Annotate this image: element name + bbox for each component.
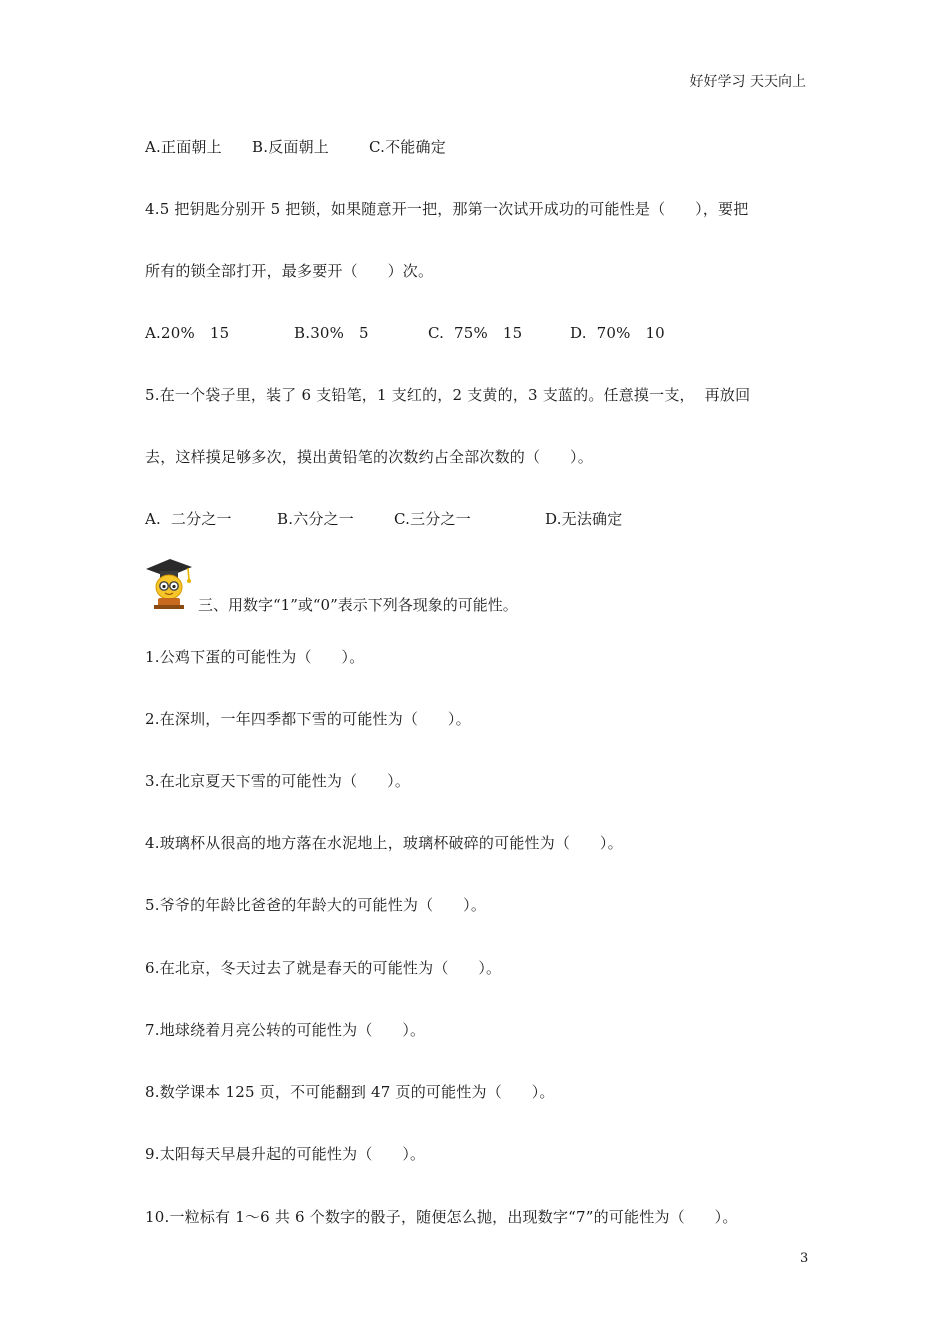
q4-option-d: D. 70% 10 <box>570 324 665 342</box>
q5-line1: 5.在一个袋子里，装了 6 支铅笔，1 支红的，2 支黄的，3 支蓝的。任意摸一支， 再放回 <box>145 386 751 404</box>
q5-option-b: B.六分之一 <box>277 510 354 528</box>
q4-option-c: C. 75% 15 <box>428 324 523 342</box>
list-item: 8.数学课本 125 页，不可能翻到 47 页的可能性为（ ）。 <box>145 1083 555 1101</box>
list-item: 2.在深圳，一年四季都下雪的可能性为（ ）。 <box>145 710 471 728</box>
list-item: 7.地球绕着月亮公转的可能性为（ ）。 <box>145 1021 426 1039</box>
q3-option-b: B.反面朝上 <box>252 138 329 156</box>
list-item: 5.爷爷的年龄比爸爸的年龄大的可能性为（ ）。 <box>145 896 487 914</box>
q5-line2: 去，这样摸足够多次，摸出黄铅笔的次数约占全部次数的（ ）。 <box>145 448 593 466</box>
page-header: 好好学习 天天向上 <box>689 74 806 90</box>
page-number: 3 <box>800 1251 809 1266</box>
list-item: 4.玻璃杯从很高的地方落在水泥地上，玻璃杯破碎的可能性为（ ）。 <box>145 834 623 852</box>
list-item: 1.公鸡下蛋的可能性为（ ）。 <box>145 648 365 666</box>
section-3-title: 三、用数字“1”或“0”表示下列各现象的可能性。 <box>198 596 518 614</box>
q3-option-c: C.不能确定 <box>369 138 446 156</box>
q5-option-c: C.三分之一 <box>394 510 471 528</box>
q4-option-b: B.30% 5 <box>294 324 369 342</box>
q4-line1: 4.5 把钥匙分别开 5 把锁，如果随意开一把，那第一次试开成功的可能性是（ ），要把 <box>145 200 749 218</box>
q5-option-a: A. 二分之一 <box>145 510 232 528</box>
list-item: 3.在北京夏天下雪的可能性为（ ）。 <box>145 772 411 790</box>
scholar-mascot-icon <box>140 555 196 611</box>
q3-option-a: A.正面朝上 <box>145 138 222 156</box>
list-item: 9.太阳每天早晨升起的可能性为（ ）。 <box>145 1145 426 1163</box>
list-item: 6.在北京，冬天过去了就是春天的可能性为（ ）。 <box>145 959 502 977</box>
q5-option-d: D.无法确定 <box>545 510 623 528</box>
list-item: 10.一粒标有 1～6 共 6 个数字的骰子，随便怎么抛，出现数字“7”的可能性为（ ）。 <box>145 1208 738 1226</box>
q4-line2: 所有的锁全部打开，最多要开（ ）次。 <box>145 262 434 280</box>
q4-option-a: A.20% 15 <box>145 324 230 342</box>
